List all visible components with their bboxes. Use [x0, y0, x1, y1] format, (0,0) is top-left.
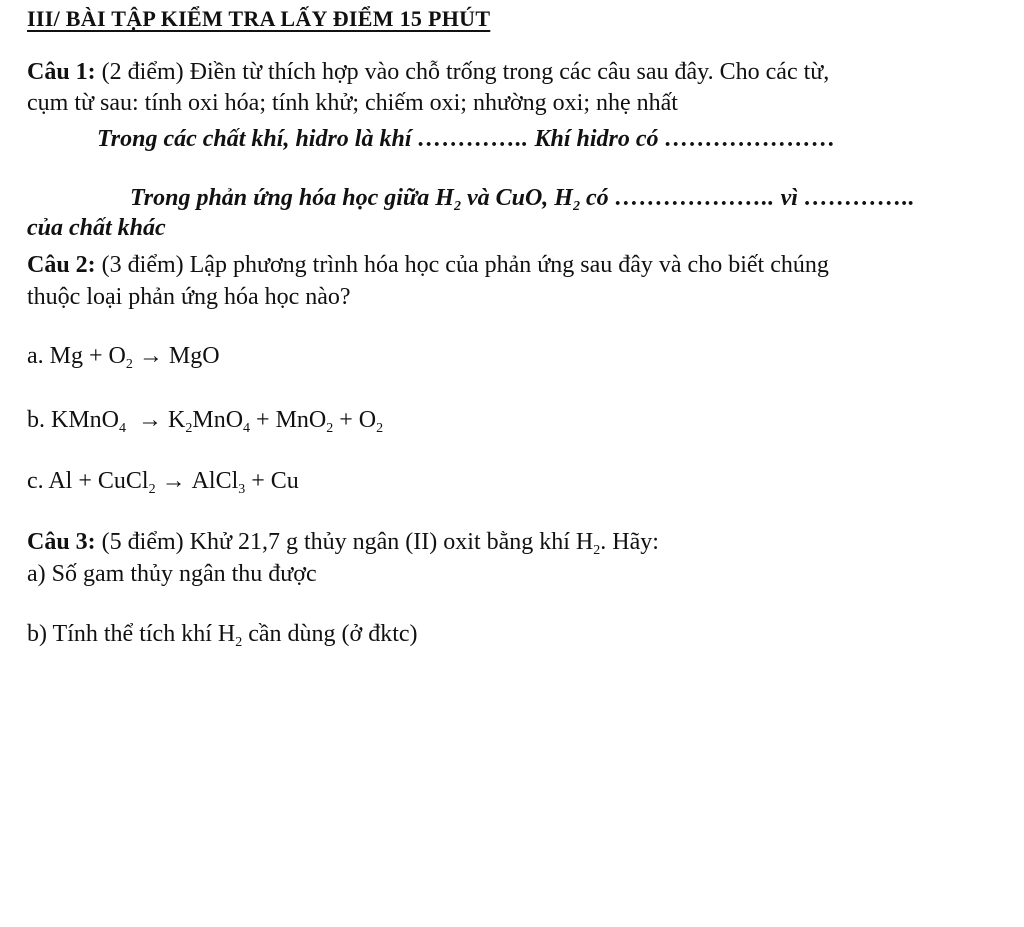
- arrow-icon: →: [138, 343, 163, 369]
- eq-c-term: CuCl$_2$: [97, 468, 156, 497]
- eq-c-term: Cu: [270, 468, 299, 494]
- eq-b-term: $O_2$: [358, 407, 384, 436]
- q1-sentence2-c: có: [579, 185, 615, 211]
- q1-sentence2-b: và CuO, H: [460, 185, 573, 211]
- subscript-2: 2: [453, 199, 461, 214]
- eq-c-term: Al: [48, 468, 73, 494]
- q3-part-b-text2: cần dùng (ở đktc): [242, 621, 418, 647]
- blank-4: …………..: [803, 185, 915, 211]
- q3-text1b: . Hãy:: [600, 529, 659, 555]
- q1-sentence1: [97, 124, 836, 154]
- eq-b-term: MnO$_2$: [275, 407, 334, 436]
- blank-1: …………..: [417, 126, 529, 152]
- q3-part-a: a) Số gam thủy ngân thu được: [27, 561, 317, 587]
- subscript-2: 2: [572, 199, 580, 214]
- eq-a-term: $O_2$: [108, 343, 133, 372]
- q1-line1: [27, 57, 829, 87]
- arrow-icon: →: [161, 468, 186, 494]
- eq-c-term: AlCl$_3$: [191, 468, 246, 497]
- q3-part-b-text1: b) Tính thể tích khí H: [27, 621, 236, 647]
- eq-a-term: Mg: [49, 343, 83, 369]
- eq-a-term: MgO: [168, 343, 220, 369]
- q3-text1: (5 điểm) Khử 21,7 g thủy ngân (II) oxit bằng khí H: [95, 529, 594, 555]
- plus-sign: +: [251, 468, 265, 494]
- equation-a: [27, 341, 220, 371]
- q1-sentence1-a: Trong các chất khí, hidro là khí: [97, 126, 418, 152]
- q2-line2: thuộc loại phản ứng hóa học nào?: [27, 284, 351, 310]
- q1-sentence2-a: Trong phản ứng hóa học giữa H: [130, 185, 454, 211]
- equation-b-prefix: b.: [27, 407, 51, 433]
- equation-b: [27, 405, 383, 435]
- equation-c-prefix: c.: [27, 468, 49, 494]
- eq-b-term: $K_2MnO_4$: [168, 407, 251, 436]
- q3-part-b: [27, 619, 418, 649]
- subscript-2: 2: [235, 635, 243, 650]
- q1-line2: cụm từ sau: tính oxi hóa; tính khử; chiếm oxi; nhường oxi; nhẹ nhất: [27, 90, 678, 116]
- q3-label: Câu 3:: [27, 529, 96, 555]
- subscript-2: 2: [593, 543, 601, 558]
- q1-sentence3: của chất khác: [27, 215, 166, 241]
- q2-text1: (3 điểm) Lập phương trình hóa học của phản ứng sau đây và cho biết chúng: [95, 252, 829, 278]
- plus-sign: +: [256, 407, 270, 433]
- plus-sign: +: [78, 468, 92, 494]
- page-title: III/ BÀI TẬP KIỂM TRA LẤY ĐIỂM 15 PHÚT: [27, 6, 491, 31]
- plus-sign: +: [339, 407, 353, 433]
- q1-text1: (2 điểm) Điền từ thích hợp vào chỗ trống trong các câu sau đây. Cho các từ,: [95, 59, 830, 85]
- eq-b-term: KMnO$_4$: [51, 407, 127, 436]
- equation-c: [27, 466, 299, 496]
- q1-sentence1-b: Khí hidro có: [528, 126, 665, 152]
- q1-sentence2: [130, 183, 915, 213]
- blank-3: ………………..: [614, 185, 775, 211]
- q1-sentence2-d: vì: [774, 185, 804, 211]
- plus-sign: +: [89, 343, 103, 369]
- equation-a-prefix: a.: [27, 343, 50, 369]
- arrow-icon: →: [138, 407, 163, 433]
- q1-label: Câu 1:: [27, 59, 96, 85]
- q2-line1: [27, 250, 829, 280]
- blank-2: …………………: [664, 126, 837, 152]
- q3-line1: [27, 527, 659, 557]
- q2-label: Câu 2:: [27, 252, 96, 278]
